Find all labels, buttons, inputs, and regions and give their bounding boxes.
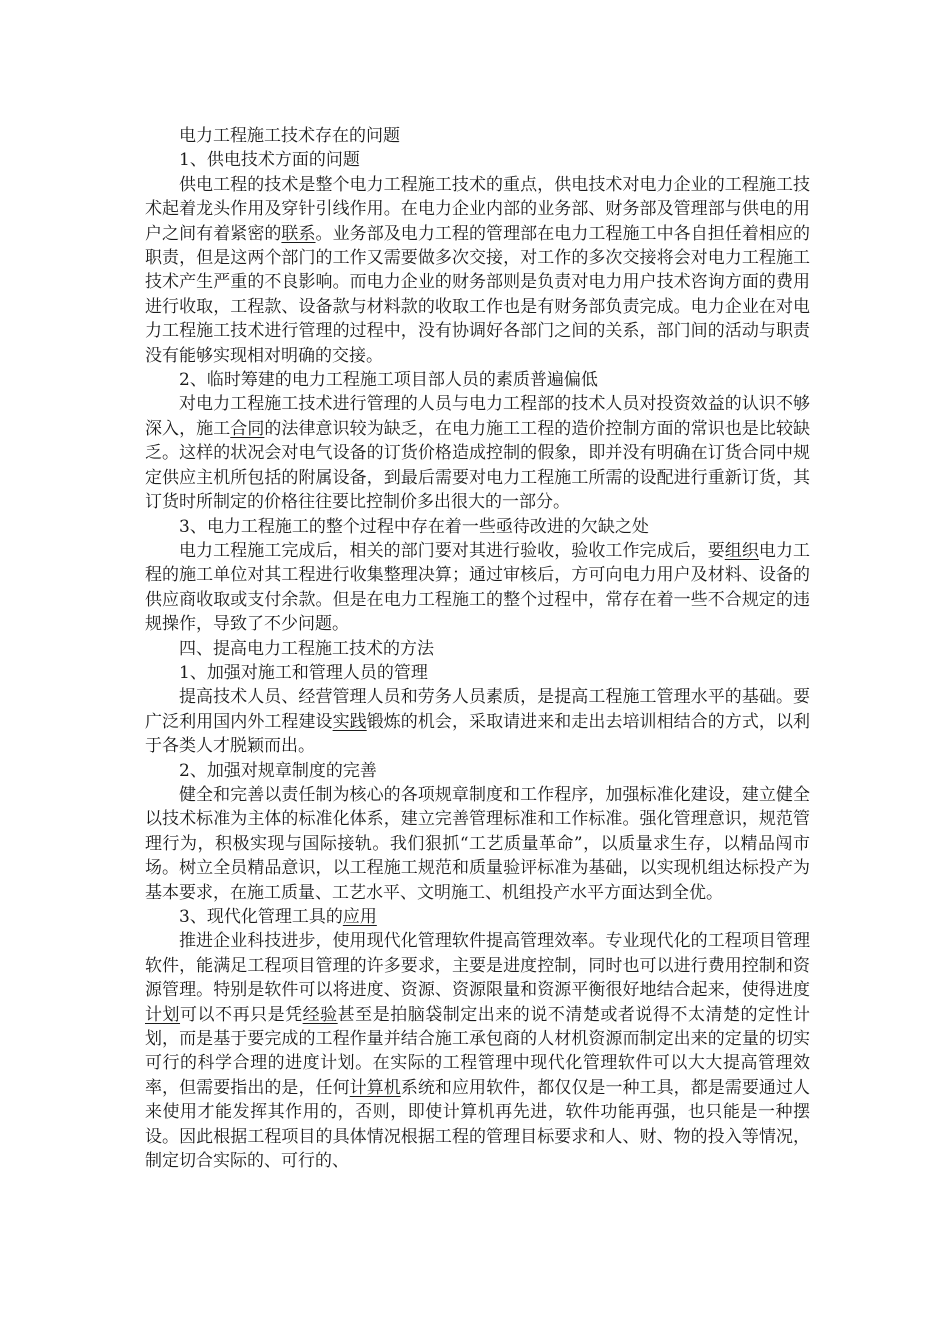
paragraph (145, 148, 810, 172)
paragraph (145, 783, 810, 905)
text-link[interactable]: 合同 (230, 418, 265, 439)
text-run: 电力工程的施工单位对其工程进行收集整理决算；通过审核后，方可向电力用户及材料、设备的供应商收取或支付余款。但是在电力工程施工的整个过程中，常存在着一些不合规定的违规操作，导致了不少问题。 (145, 540, 811, 635)
paragraph (145, 759, 810, 783)
text-run: 电力工程施工技术存在的问题 (179, 126, 400, 146)
text-run: 系统和应用软件，都仅仅是一种工具，都是需要通过人来使用才能发挥其作用的，否则，即使计算机再先进，软件功能再强，也只能是一种摆设。因此根据工程项目的具体情况根据工程的管理目标要求和人、财、物的投入等情况，制定切合实际的、可行的、 (145, 1077, 811, 1172)
text-run: 可以不再只是凭 (180, 1004, 303, 1025)
text-run: 四、提高电力工程施工技术的方法 (179, 638, 434, 659)
text-link[interactable]: 计算机 (349, 1077, 401, 1098)
text-link[interactable]: 实践 (332, 711, 367, 732)
text-run: 3、电力工程施工的整个过程中存在着一些亟待改进的欠缺之处 (179, 516, 649, 537)
paragraph (145, 368, 810, 392)
text-link[interactable]: 经验 (302, 1004, 338, 1025)
paragraph (145, 392, 810, 514)
text-run: 。业务部及电力工程的管理部在电力工程施工中各自担任着相应的职责，但是这两个部门的工作又需要做多次交接，对工作的多次交接将会对电力工程施工技术产生严重的不良影响。而电力企业的财务部则是负责对电力用户技术咨询方面的费用进行收取，工程款、设备款与材料款的收取工作也是有财务部负责完成。电力企业在对电力工程施工技术进行管理的过程中，没有协调好各部门之间的关系，部门间的活动与职责没有能够实现相对明确的交接。 (145, 223, 811, 366)
text-link[interactable]: 组织 (724, 540, 759, 561)
paragraph (145, 905, 810, 929)
text-link[interactable]: 计划 (145, 1004, 181, 1025)
text-link[interactable]: 联系 (281, 223, 316, 244)
text-run: 提高技术人员、经营管理人员和劳务人员素质，是提高工程施工管理水平的基础。要广泛利用国内外工程建设 (145, 687, 810, 732)
text-run: 甚至是拍脑袋制定出来的说不清楚或者说得不太清楚的定性计划，而是基于要完成的工程作量并结合施工承包商的人材机资源而制定出来的定量的切实可行的科学合理的进度计划。在实际的工程管理中现代化管理软件可以大大提高管理效率，但需要指出的是，任何 (145, 1004, 811, 1098)
text-run: 2、加强对规章制度的完善 (179, 760, 377, 781)
paragraph (145, 173, 810, 368)
paragraph (145, 661, 810, 685)
document-body (145, 124, 810, 1173)
paragraph (145, 539, 810, 637)
paragraph (145, 124, 810, 148)
text-link[interactable]: 应用 (342, 907, 377, 927)
text-run: 供电工程的技术是整个电力工程施工技术的重点，供电技术对电力企业的工程施工技术起着龙头作用及穿针引线作用。在电力企业内部的业务部、财务部及管理部与供电的用户之间有着紧密的 (145, 174, 810, 244)
text-run: 2、临时筹建的电力工程施工项目部人员的素质普遍偏低 (179, 370, 598, 391)
text-run: 对电力工程施工技术进行管理的人员与电力工程部的技术人员对投资效益的认识不够深入，施工 (145, 394, 810, 439)
text-run: 1、加强对施工和管理人员的管理 (179, 662, 428, 683)
text-run: 推进企业科技进步，使用现代化管理软件提高管理效率。专业现代化的工程项目管理软件，能满足工程项目管理的许多要求，主要是进度控制，同时也可以进行费用控制和资源管理。特别是软件可以将进度、资源、资源限量和资源平衡很好地结合起来，使得进度 (145, 931, 810, 1001)
text-run: 健全和完善以责任制为核心的各项规章制度和工作程序，加强标准化建设，建立健全以技术标准为主体的标准化体系，建立完善管理标准和工作标准。强化管理意识，规范管理行为，积极实现与国际接轨。我们狠抓“工艺质量革命”，以质量求生存，以精品闯市场。树立全员精品意识，以工程施工规范和质量验评标准为基础，以实现机组达标投产为基本要求，在施工质量、工艺水平、文明施工、机组投产水平方面达到全优。 (145, 784, 810, 903)
paragraph (145, 685, 810, 758)
paragraph (145, 929, 810, 1173)
text-run: 3、现代化管理工具的 (179, 907, 343, 927)
text-run: 的法律意识较为缺乏，在电力施工工程的造价控制方面的常识也是比较缺乏。这样的状况会对电气设备的订货价格造成控制的假象，即并没有明确在订货合同中规定供应主机所包括的附属设备，到最后需要对电力工程施工所需的设配进行重新订货，其订货时所制定的价格往往要比控制价多出很大的一部分。 (145, 418, 811, 513)
paragraph (145, 515, 810, 539)
paragraph (145, 637, 810, 661)
text-run: 锻炼的机会，采取请进来和走出去培训相结合的方式，以利于各类人才脱颖而出。 (145, 711, 811, 757)
text-run: 电力工程施工完成后，相关的部门要对其进行验收，验收工作完成后，要 (179, 540, 725, 561)
text-run: 1、供电技术方面的问题 (179, 150, 360, 171)
